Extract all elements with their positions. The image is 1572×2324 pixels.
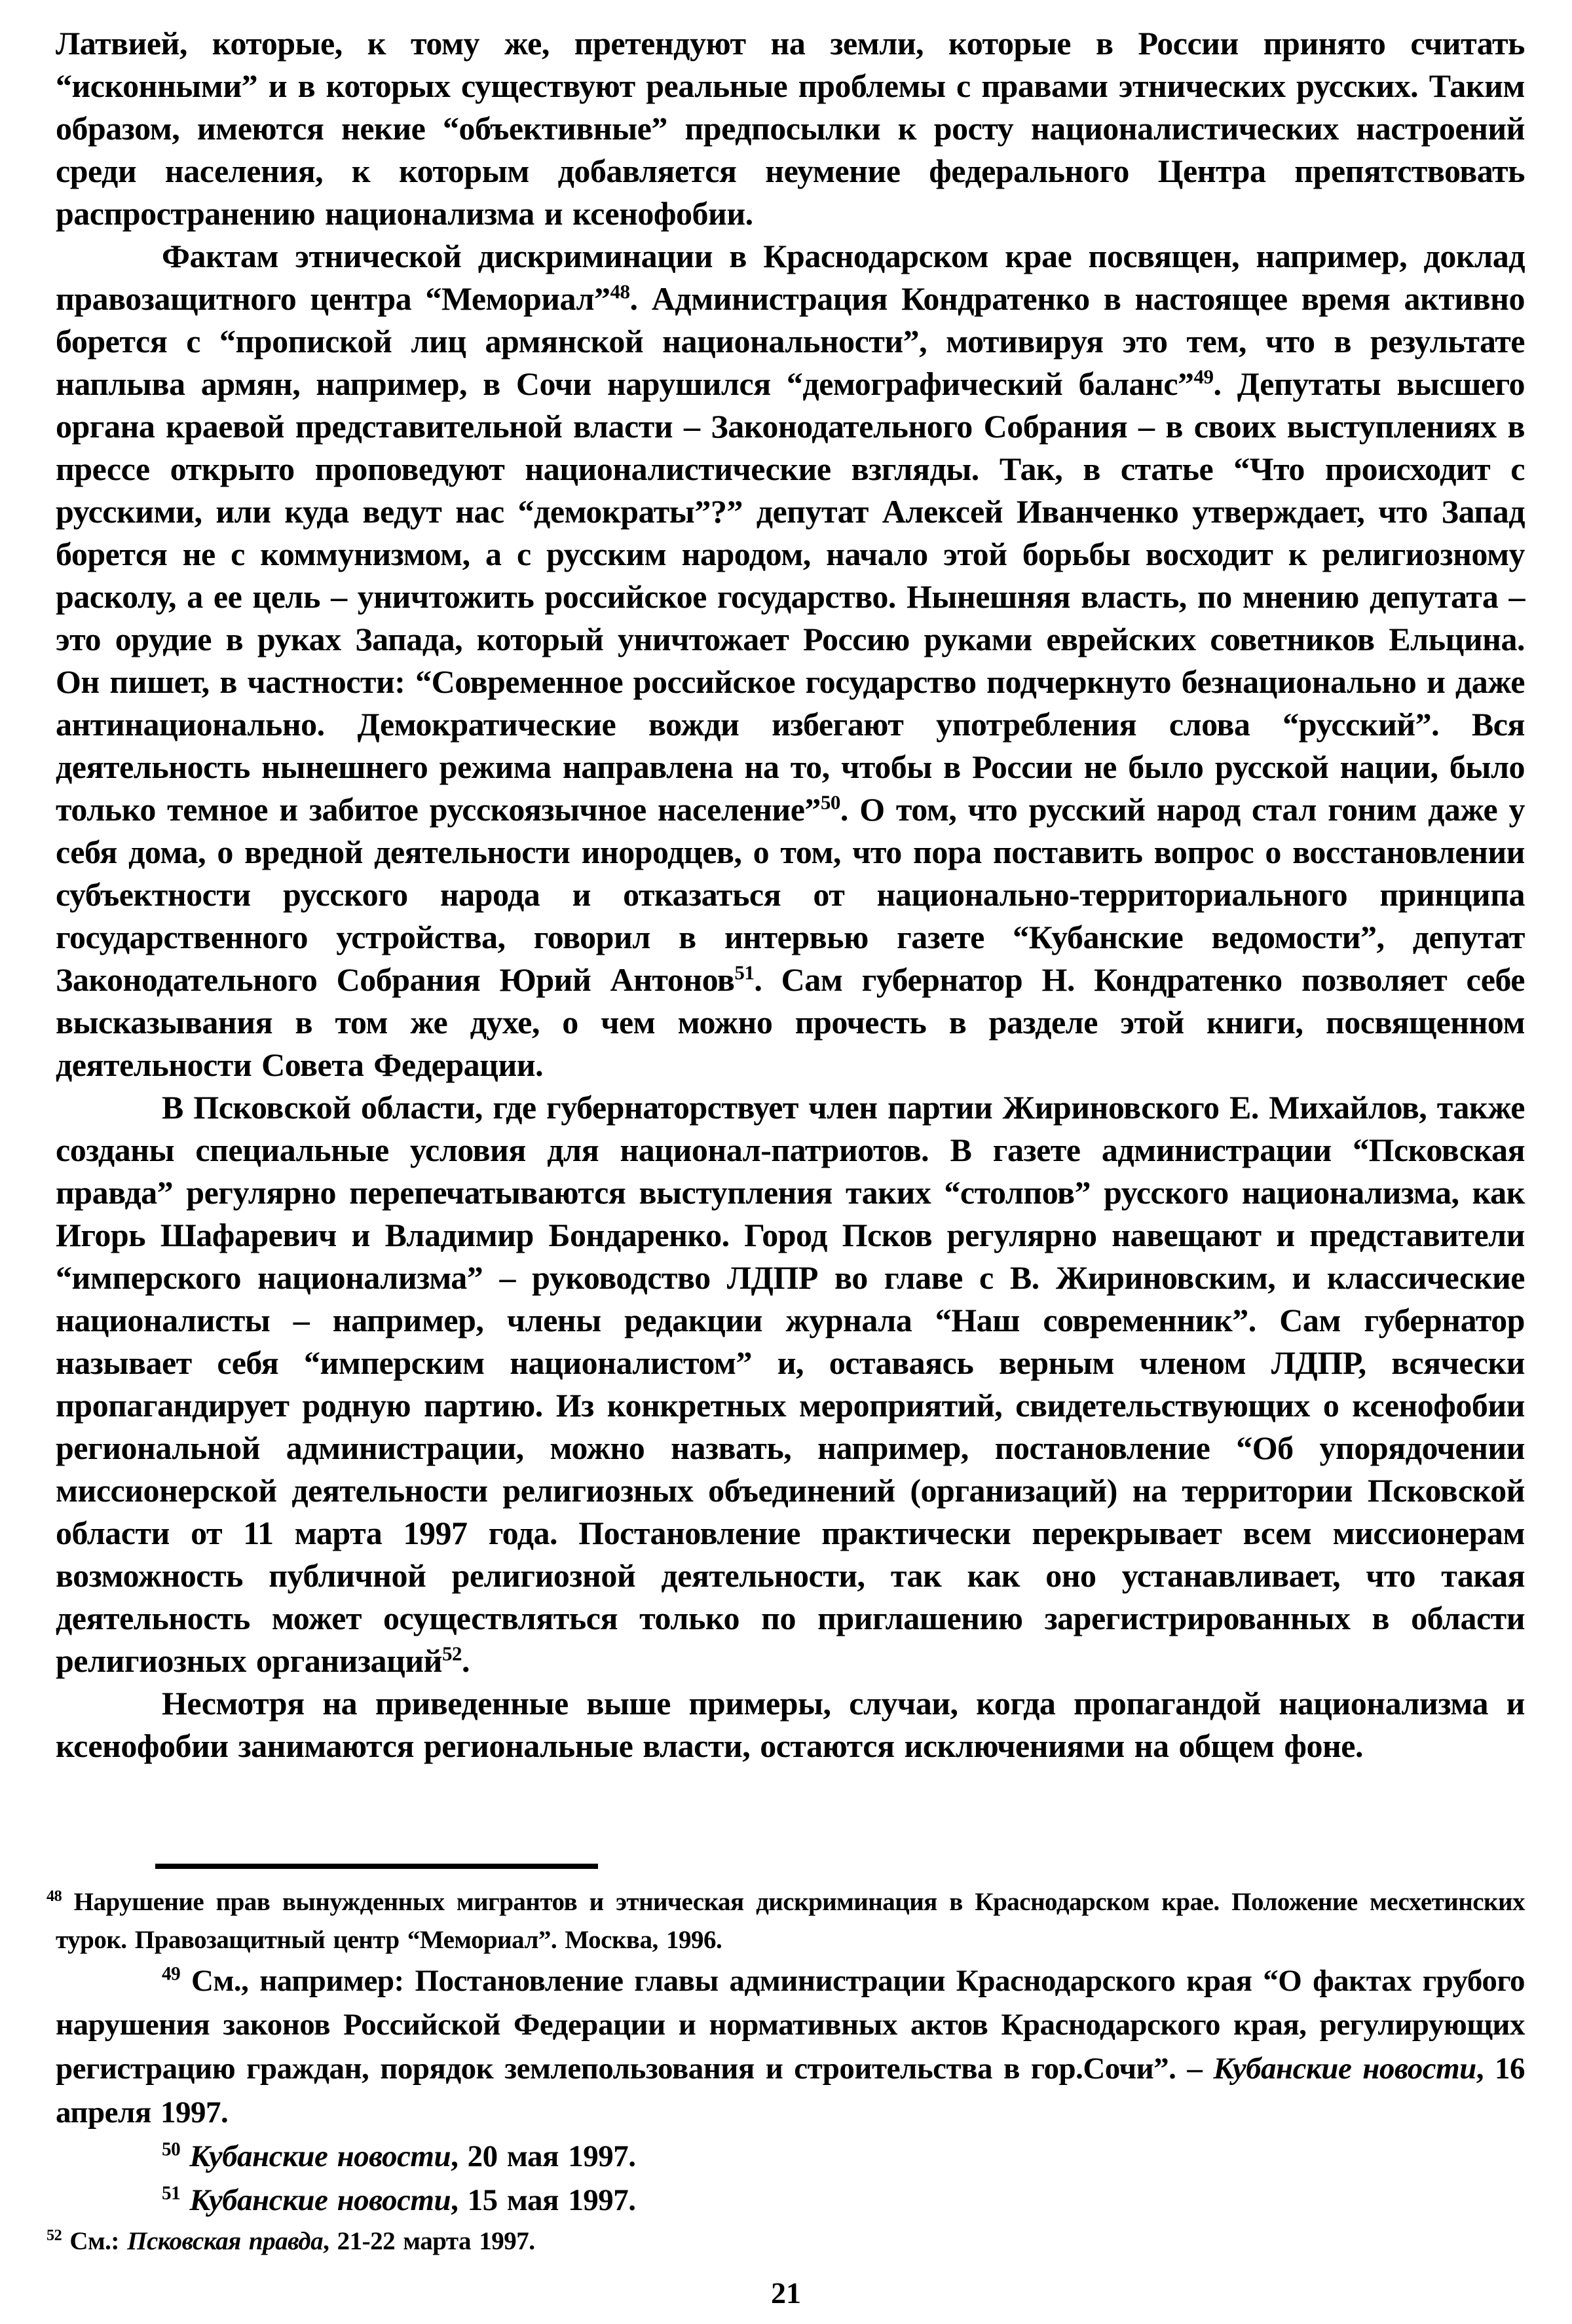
paragraph-krasnodar <box>56 235 1525 1086</box>
footnote-ref: 48 <box>610 280 630 303</box>
text-run: Кубанские новости <box>1213 2052 1476 2086</box>
text-run: Кубанские новости <box>189 2139 451 2173</box>
text-run: В Псковской области, где губернаторствует член партии Жириновского Е. Михайлов, также созданы специальные условия для национал-патриотов. В газете администрации “Псковская правда” регулярно перепечатываются выступления таких “столпов” русского национализма, как Игорь Шафаревич и Владимир Бондаренко. Город Псков регулярно навещают и представители “имперского национализма” – руководство ЛДПР во главе с В. Жириновским, и классические националисты – например, члены редакции журнала “Наш современник”. Сам губернатор называет себя “имперским националистом” и, оставаясь верным членом ЛДПР, всячески пропагандирует родную партию. Из конкретных мероприятий, свидетельствующих о ксенофобии региональной администрации, можно назвать, например, постановление “Об упорядочении миссионерской деятельности религиозных объединений (организаций) на территории Псковской области от 11 марта 1997 года. Постановление практически перекрывает всем миссионерам возможность публичной религиозной деятельности, так как оно устанавливает, что такая деятельность может осуществляться только по приглашению зарегистрированных в области религиозных организаций <box>56 1089 1525 1679</box>
text-run: , 21-22 марта 1997. <box>323 2227 535 2255</box>
text-run: . Сам губернатор Н. Кондратенко позволяет себе высказывания в том же духе, о чем можно прочесть в разделе этой книги, посвященном деятельности Совета Федерации. <box>56 961 1525 1083</box>
text-run: . Администрация Кондратенко в настоящее время активно борется с “пропиской лиц армянской национальности”, мотивируя это тем, что в результате наплыва армян, например, в Сочи нарушился “демографический баланс” <box>56 280 1525 402</box>
footnote-ref: 49 <box>162 1963 181 1985</box>
page-number: 21 <box>771 2276 801 2310</box>
footnote-48 <box>47 1883 1525 1959</box>
text-run: Кубанские новости <box>189 2183 451 2217</box>
text-run: Несмотря на приведенные выше примеры, случаи, когда пропагандой национализма и ксенофобии занимаются региональные власти, остаются исключениями на общем фоне. <box>56 1685 1525 1764</box>
text-run: . <box>461 1642 470 1679</box>
footnote-50 <box>56 2135 1525 2179</box>
footnotes-section <box>47 1864 1525 2260</box>
footnote-separator <box>155 1864 598 1869</box>
footnote-ref: 51 <box>734 961 755 984</box>
footnote-ref: 50 <box>820 790 840 814</box>
text-run: , 20 мая 1997. <box>451 2139 636 2173</box>
paragraph-conclusion <box>56 1682 1525 1767</box>
footnote-52 <box>47 2223 1525 2260</box>
text-run: . Депутаты высшего органа краевой представительной власти – Законодательного Собрания – в своих выступлениях в прессе открыто проповедуют националистические взгляды. Так, в статье “Что происходит с русскими, или куда ведут нас “демократы”?” депутат Алексей Иванченко утверждает, что Запад борется не с коммунизмом, а с русским народом, начало этой борьбы восходит к религиозному расколу, а ее цель – уничтожить российское государство. Нынешняя власть, по мнению депутата – это орудие в руках Запада, который уничтожает Россию руками еврейских советников Ельцина. Он пишет, в частности: “Современное российское государство подчеркнуто безнационально и даже антинационально. Демократические вожди избегают употребления слова “русский”. Вся деятельность нынешнего режима направлена на то, чтобы в России не было русской нации, было только темное и забитое русскоязычное население” <box>56 365 1525 828</box>
footnote-ref: 48 <box>47 1887 62 1905</box>
footnote-51 <box>56 2179 1525 2223</box>
footnote-ref: 52 <box>47 2226 62 2244</box>
text-run: . О том, что русский народ стал гоним даже у себя дома, о вредной деятельности инородцев, о том, что пора поставить вопрос о восстановлении субъектности русского народа и отказаться от национально-территориального принципа государственного устройства, говорил в интервью газете “Кубанские ведомости”, депутат Законодательного Собрания Юрий Антонов <box>56 791 1525 998</box>
text-run: Псковская правда <box>127 2227 324 2255</box>
text-run: Латвией, которые, к тому же, претендуют на земли, которые в России принято считать “исконными” и в которых существуют реальные проблемы с правами этнических русских. Таким образом, имеются некие “объективные” предпосылки к росту националистических настроений среди населения, к которым добавляется неумение федерального Центра препятствовать распространению национализма и ксенофобии. <box>56 25 1525 232</box>
paragraph-latvia-continuation <box>56 22 1525 235</box>
text-run: См., например: Постановление главы администрации Краснодарского края “О фактах грубого нарушения законов Российской Федерации и нормативных актов Краснодарского края, регулирующих регистрацию граждан, порядок землепользования и строительства в гор.Сочи”. – <box>56 1964 1525 2086</box>
text-run: См.: <box>62 2227 128 2255</box>
text-run: , 15 мая 1997. <box>451 2183 636 2217</box>
page-body <box>56 22 1525 1767</box>
footnote-49 <box>56 1959 1525 2135</box>
text-run <box>180 2139 189 2173</box>
text-run: , 16 апреля 1997. <box>56 2052 1525 2130</box>
footnote-ref: 49 <box>1193 365 1214 388</box>
footnote-ref: 50 <box>162 2139 181 2160</box>
text-run: Фактам этнической дискриминации в Краснодарском крае посвящен, например, доклад правозащитного центра “Мемориал” <box>56 238 1525 317</box>
footnote-ref: 52 <box>441 1642 462 1665</box>
paragraph-pskov <box>56 1086 1525 1682</box>
text-run: Нарушение прав вынужденных мигрантов и этническая дискриминация в Краснодарском крае. Положение месхетинских турок. Правозащитный центр “Мемориал”. Москва, 1996. <box>56 1888 1525 1954</box>
text-run <box>180 2183 189 2217</box>
footnote-ref: 51 <box>162 2183 181 2204</box>
